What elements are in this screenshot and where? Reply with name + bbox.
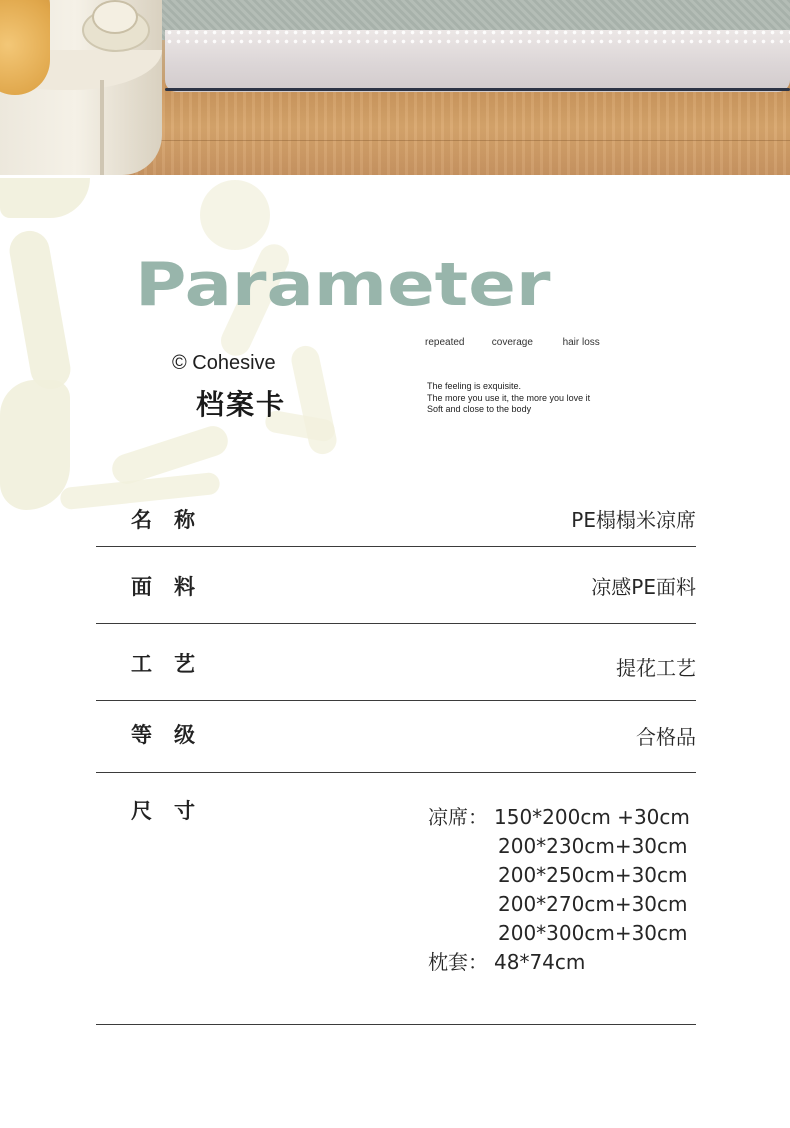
size-line — [428, 861, 690, 890]
spec-value-fabric: 凉感PE面料 — [591, 575, 696, 599]
mat-size: 200*230cm+30cm — [498, 834, 688, 858]
spec-label-size: 尺寸 — [131, 799, 217, 823]
lamp — [0, 0, 50, 95]
brand-name: © Cohesive — [172, 352, 276, 374]
spec-label-grade: 等级 — [131, 723, 217, 747]
page-title: Parameter — [135, 250, 551, 320]
mat-size: 200*250cm+30cm — [498, 863, 688, 887]
tagline: Soft and close to the body — [427, 404, 532, 414]
row-divider — [96, 546, 696, 547]
cup — [92, 0, 138, 34]
size-line — [428, 948, 690, 977]
size-line — [428, 890, 690, 919]
spec-label-name: 名称 — [131, 508, 217, 532]
size-list — [428, 803, 690, 977]
tagline: The more you use it, the more you love it — [427, 392, 591, 403]
row-divider — [96, 700, 696, 701]
lace-trim — [165, 28, 790, 48]
spec-label-craft: 工艺 — [131, 652, 217, 676]
mat-size: 200*300cm+30cm — [498, 921, 688, 945]
pillow-size: 48*74cm — [494, 950, 586, 974]
taglines — [427, 381, 590, 416]
mat-size: 150*200cm +30cm — [494, 805, 690, 829]
product-photo — [0, 0, 790, 175]
spec-label-fabric: 面料 — [131, 575, 217, 599]
row-divider — [96, 623, 696, 624]
card-title: 档案卡 — [196, 388, 287, 421]
size-line — [428, 803, 690, 832]
mat-size: 200*270cm+30cm — [498, 892, 688, 916]
size-line — [428, 919, 690, 948]
row-divider — [96, 772, 696, 773]
mat-size-key: 凉席： — [428, 805, 488, 829]
tag-list — [425, 336, 600, 350]
row-divider — [96, 1024, 696, 1025]
skirt-hem — [165, 88, 790, 91]
tag: coverage — [491, 337, 533, 348]
size-line — [428, 832, 690, 861]
spec-value-name: PE榻榻米凉席 — [571, 508, 696, 532]
tagline: The feeling is exquisite. — [427, 381, 522, 391]
tag: hair loss — [562, 337, 600, 348]
pillow-size-key: 枕套： — [428, 950, 488, 974]
tag: repeated — [425, 337, 465, 348]
spec-value-grade: 合格品 — [636, 725, 696, 749]
spec-value-craft: 提花工艺 — [616, 656, 696, 680]
